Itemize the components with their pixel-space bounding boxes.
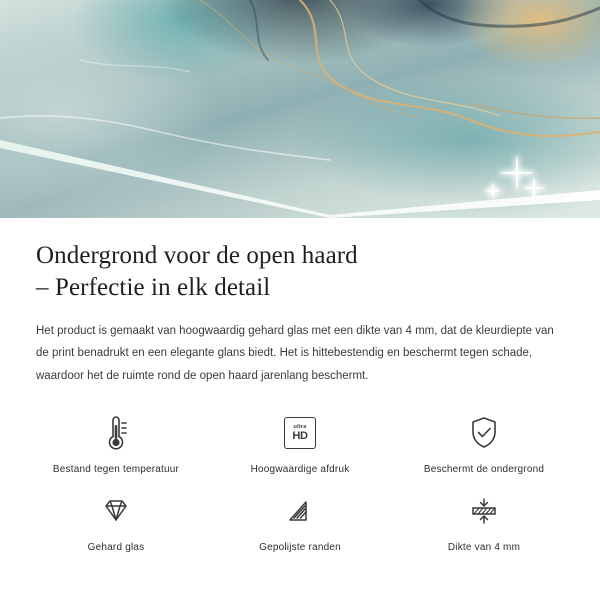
feature-label: Bestand tegen temperatuur [52, 464, 180, 476]
headline-line-1: Ondergrond voor de open haard [36, 242, 358, 269]
feature-label: Hoogwaardige afdruk [250, 464, 350, 476]
shield-check-icon [462, 411, 506, 455]
hero-image [0, 0, 600, 218]
text-content [0, 240, 600, 387]
feature-label: Beschermt de ondergrond [423, 464, 545, 476]
polished-edges-icon [278, 489, 322, 533]
feature-label: Dikte van 4 mm [447, 542, 521, 554]
diamond-icon [94, 489, 138, 533]
feature-grid [0, 411, 600, 553]
feature-polished-edges [208, 489, 392, 553]
page-title [36, 240, 564, 304]
thermometer-icon [94, 411, 138, 455]
feature-high-quality-print [208, 411, 392, 475]
ultra-hd-icon [284, 411, 316, 455]
thickness-4mm-icon [462, 489, 506, 533]
feature-surface-protection [392, 411, 576, 475]
description-paragraph: Het product is gemaakt van hoogwaardig gehard glas met een dikte van 4 mm, dat de kleurdiepte van de print benadrukt en een elegante glans biedt. Het is hittebestendig en beschermt tegen schade, waardoor het de ruimte rond de open haard jarenlang beschermt. [36, 325, 554, 382]
feature-label: Gepolijste randen [259, 542, 341, 554]
ultra-hd-badge-top: ultra [293, 423, 307, 430]
ultra-hd-badge-bottom: HD [292, 430, 308, 443]
feature-label: Gehard glas [87, 542, 145, 554]
feature-tempered-glass [24, 489, 208, 553]
feature-temperature-resistant [24, 411, 208, 475]
feature-thickness [392, 489, 576, 553]
headline-line-2: – Perfectie in elk detail [36, 274, 271, 301]
